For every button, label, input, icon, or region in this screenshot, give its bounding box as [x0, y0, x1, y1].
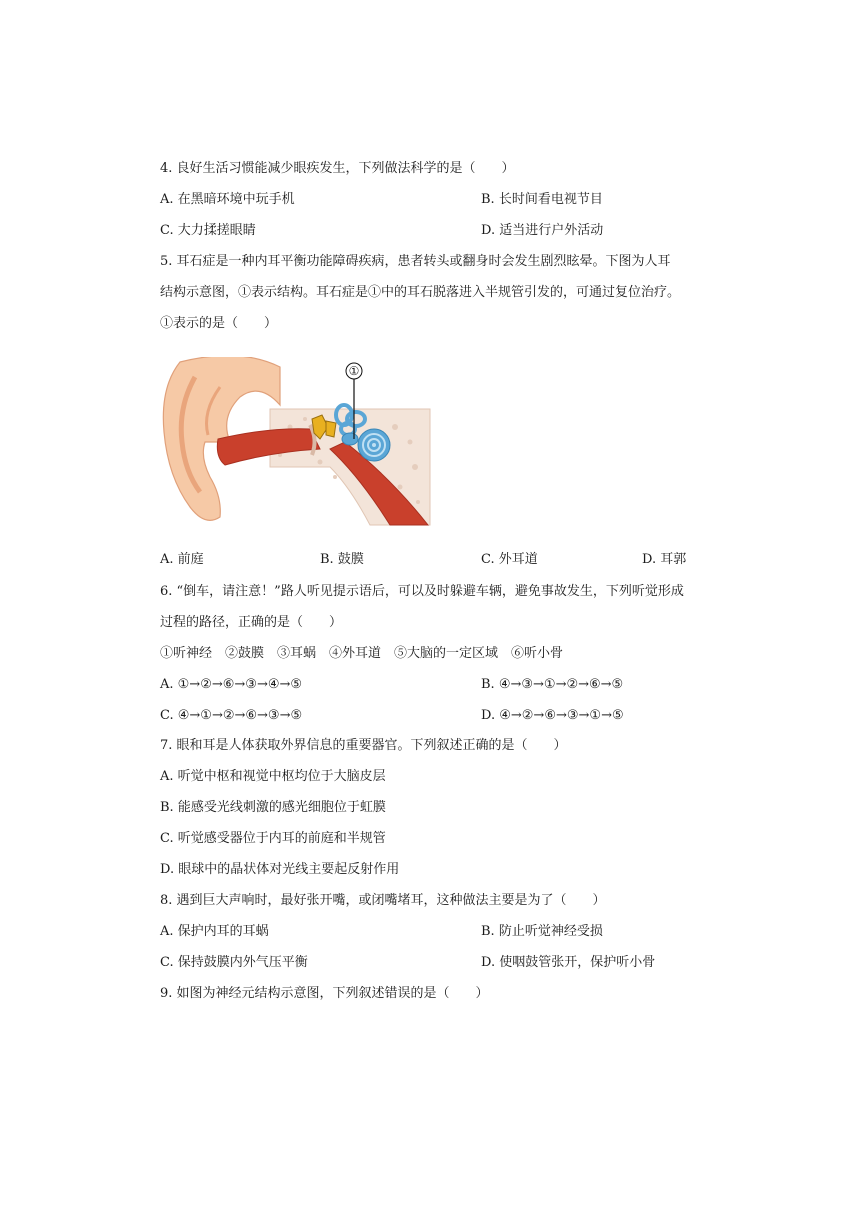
q6-option-c[interactable]: C. ④→①→②→⑥→③→⑤ [160, 708, 303, 723]
ossicle-incus [326, 421, 336, 437]
q6-stem-line-2: 过程的路径，正确的是（ ） [160, 615, 343, 630]
ear-structure-figure [160, 357, 432, 531]
q6-option-b[interactable]: B. ④→③→①→②→⑥→⑤ [481, 677, 624, 692]
q6-option-d[interactable]: D. ④→②→⑥→③→①→⑤ [481, 708, 624, 723]
q8-option-d[interactable]: D. 使咽鼓管张开，保护听小骨 [481, 955, 656, 970]
q5-option-c[interactable]: C. 外耳道 [481, 552, 538, 567]
q8-option-a[interactable]: A. 保护内耳的耳蜗 [160, 924, 269, 939]
q5-option-b[interactable]: B. 鼓膜 [320, 552, 364, 567]
q4-option-d[interactable]: D. 适当进行户外活动 [481, 223, 604, 238]
q5-option-d[interactable]: D. 耳郭 [642, 552, 687, 567]
q6-option-a[interactable]: A. ①→②→⑥→③→④→⑤ [160, 677, 303, 692]
q6-stem-line-1: 6. “倒车，请注意！”路人听见提示语后，可以及时躲避车辆，避免事故发生，下列听觉形成 [160, 584, 684, 599]
q8-option-c[interactable]: C. 保持鼓膜内外气压平衡 [160, 955, 308, 970]
ear-diagram [160, 357, 432, 531]
q7-option-d[interactable]: D. 眼球中的晶状体对光线主要起反射作用 [160, 862, 400, 877]
q8-stem: 8. 遇到巨大声响时，最好张开嘴，或闭嘴堵耳，这种做法主要是为了（ ） [160, 893, 606, 908]
q5-stem-line-2: 结构示意图，①表示结构。耳石症是①中的耳石脱落进入半规管引发的，可通过复位治疗。 [160, 285, 681, 300]
q6-items: ①听神经 ②鼓膜 ③耳蜗 ④外耳道 ⑤大脑的一定区域 ⑥听小骨 [160, 646, 564, 661]
q4-stem: 4. 良好生活习惯能减少眼疾发生，下列做法科学的是（ ） [160, 161, 515, 176]
q4-option-b[interactable]: B. 长时间看电视节目 [481, 192, 603, 207]
figure-label-1: ① [348, 364, 360, 378]
q5-stem-line-1: 5. 耳石症是一种内耳平衡功能障碍疾病，患者转头或翻身时会发生剧烈眩晕。下图为人耳 [160, 254, 671, 269]
vestibule [342, 433, 358, 445]
q7-option-a[interactable]: A. 听觉中枢和视觉中枢均位于大脑皮层 [160, 769, 386, 784]
q5-stem-line-3: ①表示的是（ ） [160, 316, 278, 331]
q8-option-b[interactable]: B. 防止听觉神经受损 [481, 924, 603, 939]
cochlea [358, 429, 390, 461]
q4-option-c[interactable]: C. 大力揉搓眼睛 [160, 223, 256, 238]
q4-option-a[interactable]: A. 在黑暗环境中玩手机 [160, 192, 295, 207]
q5-options-row [160, 551, 720, 569]
q7-option-c[interactable]: C. 听觉感受器位于内耳的前庭和半规管 [160, 831, 386, 846]
q7-stem: 7. 眼和耳是人体获取外界信息的重要器官。下列叙述正确的是（ ） [160, 738, 567, 753]
q7-option-b[interactable]: B. 能感受光线刺激的感光细胞位于虹膜 [160, 800, 386, 815]
q9-stem: 9. 如图为神经元结构示意图，下列叙述错误的是（ ） [160, 986, 489, 1001]
q5-option-a[interactable]: A. 前庭 [160, 552, 204, 567]
